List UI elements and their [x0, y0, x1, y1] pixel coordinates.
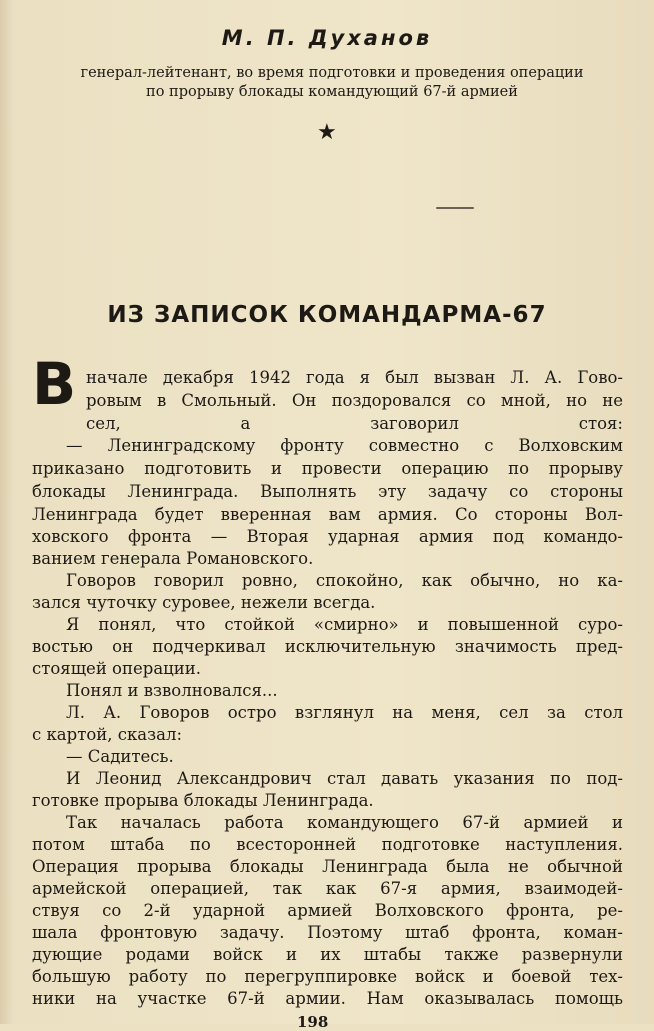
text-line: большую работу по перегруппировке войск и боевой тех-	[32, 967, 623, 986]
author-role-line-1: генерал-лейтенант, во время подготовки и проведения операции	[80, 65, 584, 81]
drop-cap: В	[32, 350, 77, 418]
text-line: шала фронтовую задачу. Поэтому штаб фронта, коман-	[32, 923, 623, 942]
text-line: Так началась работа командующего 67-й армией и	[66, 813, 623, 832]
text-line: блокады Ленинграда. Выполнять эту задачу со стороны	[32, 482, 623, 501]
text-line: Я понял, что стойкой «смирно» и повышенной суро-	[66, 615, 623, 634]
chapter-title: ИЗ ЗАПИСОК КОМАНДАРМА-67	[107, 302, 547, 328]
text-line: — Садитесь.	[66, 747, 174, 766]
text-line: востью он подчеркивал исключительную значимость пред-	[32, 637, 623, 656]
text-line: — Ленинградскому фронту совместно с Волховским	[66, 436, 623, 455]
text-line: зался чуточку суровее, нежели всегда.	[32, 593, 376, 612]
author-role	[40, 64, 624, 102]
text-line: Ленинграда будет вверенная вам армия. Со стороны Вол-	[32, 505, 623, 524]
text-line: Операция прорыва блокады Ленинграда была не обычной	[32, 857, 623, 876]
text-line: приказано подготовить и провести операцию по прорыву	[32, 459, 623, 478]
author-name: М. П. Духанов	[221, 26, 433, 50]
text-line: сел, а заговорил стоя:	[86, 414, 623, 433]
text-line: Понял и взволновался...	[66, 681, 278, 700]
text-line: ники на участке 67-й армии. Нам оказывалась помощь	[32, 989, 623, 1008]
text-line: потом штаба по всесторонней подготовке наступления.	[32, 835, 623, 854]
text-line: с картой, сказал:	[32, 725, 183, 744]
page-number: 198	[297, 1013, 329, 1031]
text-line: ровым в Смольный. Он поздоровался со мной, но не	[86, 391, 623, 410]
text-line: И Леонид Александрович стал давать указания по под-	[66, 769, 623, 788]
text-line: ховского фронта — Вторая ударная армия под командо-	[32, 527, 623, 546]
star-ornament-icon: ★	[317, 120, 337, 145]
divider	[436, 207, 474, 209]
text-line: Говоров говорил ровно, спокойно, как обычно, но ка-	[66, 571, 623, 590]
text-line: начале декабря 1942 года я был вызван Л. А. Гово-	[86, 368, 623, 387]
author-role-line-2: по прорыву блокады командующий 67-й армией	[146, 84, 518, 100]
text-line: ствуя со 2-й ударной армией Волховского фронта, ре-	[32, 901, 623, 920]
text-line: дующие родами войск и их штабы также развернули	[32, 945, 623, 964]
text-line: ванием генерала Романовского.	[32, 549, 314, 568]
text-line: готовке прорыва блокады Ленинграда.	[32, 791, 374, 810]
text-line: стоящей операции.	[32, 659, 202, 678]
text-line: Л. А. Говоров остро взглянул на меня, сел за стол	[66, 703, 623, 722]
text-line: армейской операцией, так как 67-я армия, взаимодей-	[32, 879, 623, 898]
